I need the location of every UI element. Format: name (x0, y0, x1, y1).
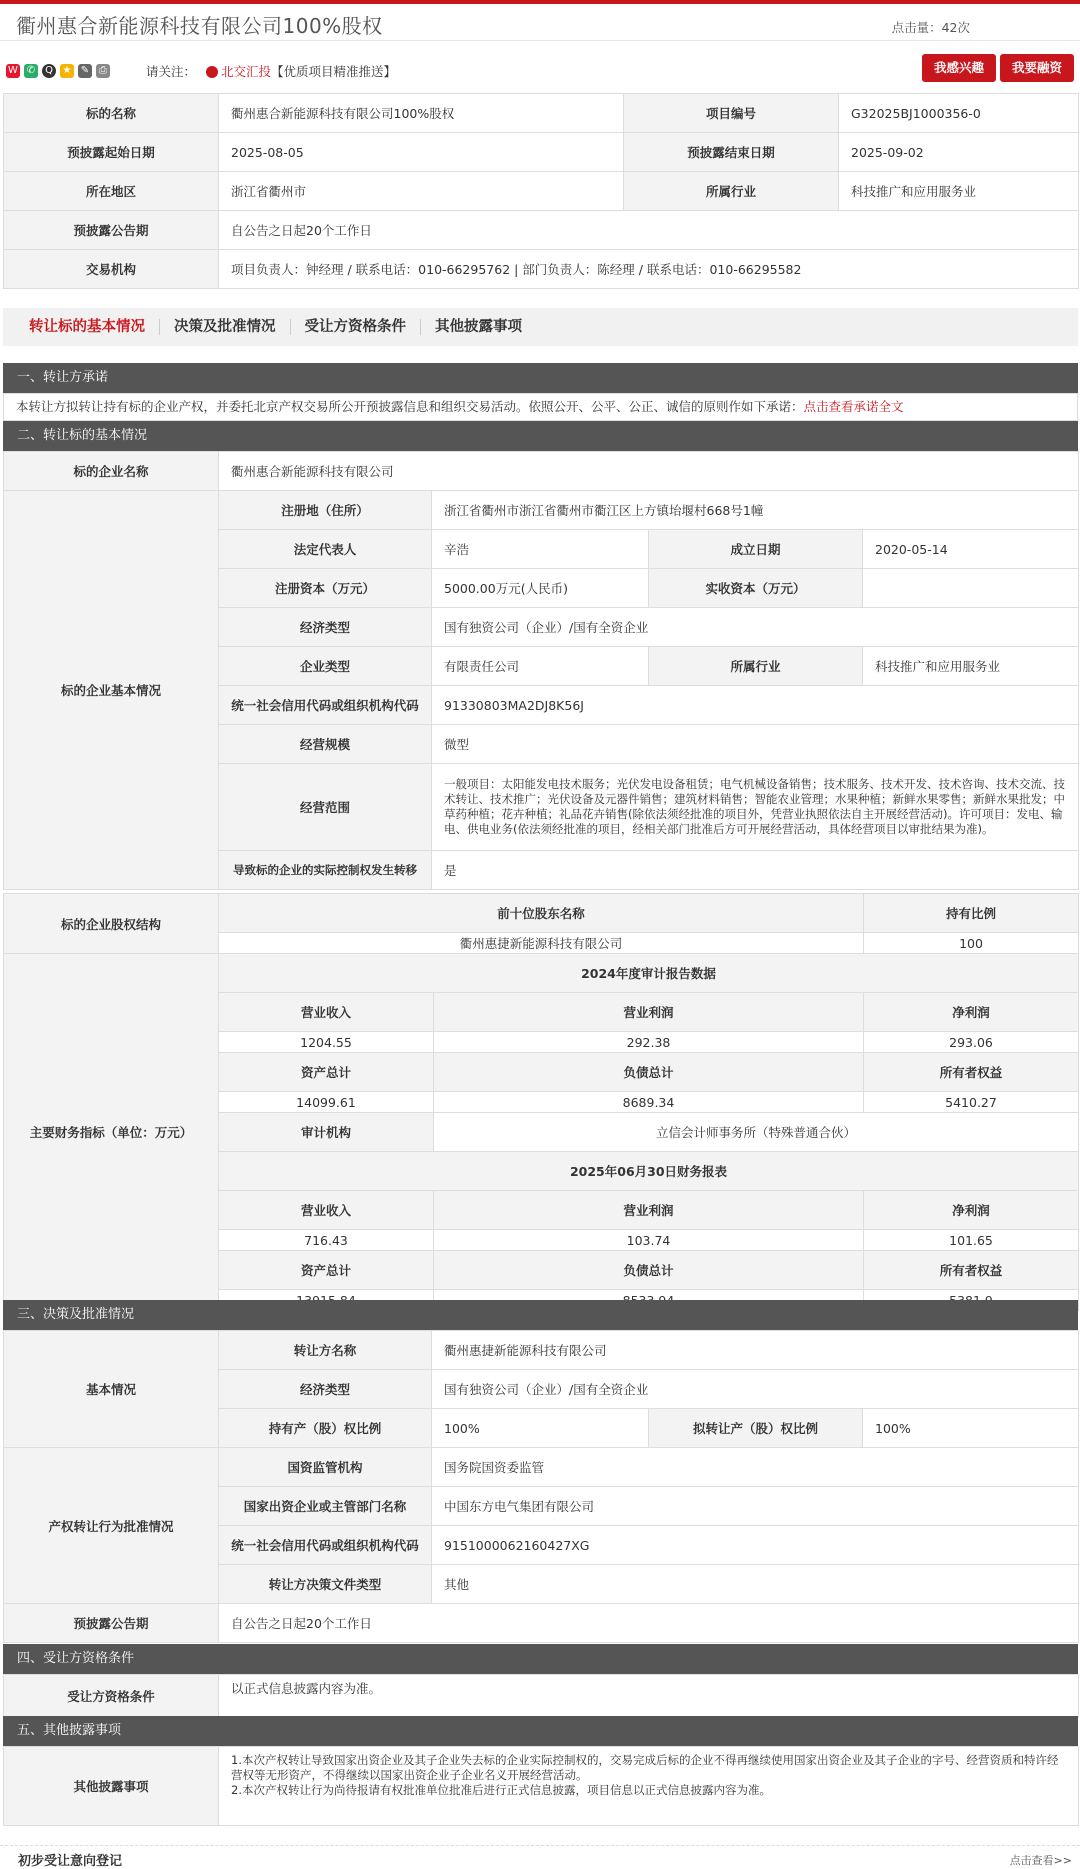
edit-icon[interactable]: ✎ (78, 64, 92, 78)
tab-basic-info[interactable]: 转让标的基本情况 (3, 319, 160, 335)
period-label: 预披露公告期 (4, 211, 219, 250)
decision-period-value: 自公告之日起20个工作日 (219, 1604, 1079, 1643)
audit-label: 审计机构 (219, 1113, 434, 1152)
section-tabs (3, 308, 1078, 346)
audit-value: 立信会计师事务所（特殊普通合伙） (434, 1113, 1079, 1152)
commitment-text: 本转让方拟转让持有标的企业产权，并委托北京产权交易所公开预披露信息和组织交易活动。依照公开、公平、公正、诚信的原则作如下承诺： (16, 399, 804, 414)
est-label: 成立日期 (649, 530, 863, 569)
scope-label: 经营范围 (219, 764, 432, 851)
credit-label: 统一社会信用代码或组织机构代码 (219, 686, 432, 725)
company-name-label: 标的企业名称 (4, 452, 219, 491)
seller-econ-label: 经济类型 (219, 1370, 432, 1409)
est-value: 2020-05-14 (863, 530, 1079, 569)
approval-label: 产权转让行为批准情况 (4, 1448, 219, 1604)
view-more-link[interactable]: 点击查看>> (1009, 1854, 1072, 1867)
tab-decision[interactable]: 决策及批准情况 (160, 319, 291, 335)
qualification-label: 受让方资格条件 (4, 1675, 219, 1718)
decision-table (3, 1330, 1079, 1643)
intent-registration-bar (0, 1845, 1080, 1869)
other-text-2: 2.本次产权转让行为尚待报请有权批准单位批准后进行正式信息披露，项目信息以正式信息披露内容为准。 (231, 1783, 771, 1797)
equity-col-ratio: 持有比例 (864, 894, 1079, 933)
op-2025-value: 103.74 (434, 1230, 864, 1251)
share-bar (0, 50, 1080, 90)
region-value: 浙江省衢州市 (219, 172, 624, 211)
code-label: 项目编号 (624, 94, 839, 133)
finance-button[interactable]: 我要融资 (1000, 54, 1074, 82)
industry-label: 所属行业 (624, 172, 839, 211)
period-value: 自公告之日起20个工作日 (219, 211, 1079, 250)
paid-label: 实收资本（万元） (649, 569, 863, 608)
eq-2024-value: 5410.27 (864, 1092, 1079, 1113)
brand-logo-icon (206, 66, 218, 78)
decision-period-label: 预披露公告期 (4, 1604, 219, 1643)
reg-label: 国资监管机构 (219, 1448, 432, 1487)
liab-2024-value: 8689.34 (434, 1092, 864, 1113)
rev-2024-value: 1204.55 (219, 1032, 434, 1053)
scale-value: 微型 (432, 725, 1079, 764)
industry-value: 科技推广和应用服务业 (839, 172, 1079, 211)
company-table (3, 451, 1079, 890)
eq-2024-label: 所有者权益 (864, 1053, 1079, 1092)
seller-label: 转让方名称 (219, 1331, 432, 1370)
doc-label: 转让方决策文件类型 (219, 1565, 432, 1604)
start-value: 2025-08-05 (219, 133, 624, 172)
doc-value: 其他 (432, 1565, 1079, 1604)
ind-label: 所属行业 (649, 647, 863, 686)
weibo-icon[interactable]: W (6, 64, 20, 78)
section-header-basic: 二、转让标的基本情况 (3, 421, 1078, 451)
type-label: 企业类型 (219, 647, 432, 686)
section-header-other: 五、其他披露事项 (3, 1716, 1078, 1746)
section-header-qualification: 四、受让方资格条件 (3, 1644, 1078, 1674)
type-value: 有限责任公司 (432, 647, 649, 686)
rev-2025-value: 716.43 (219, 1230, 434, 1251)
net-2024-label: 净利润 (864, 993, 1079, 1032)
equity-holder-name: 衢州惠捷新能源科技有限公司 (219, 933, 864, 954)
sell-value: 100% (863, 1409, 1079, 1448)
equity-table (3, 893, 1079, 954)
region-label: 所在地区 (4, 172, 219, 211)
code-value: G32025BJ1000356-0 (839, 94, 1079, 133)
finance-label: 主要财务指标（单位：万元） (4, 954, 219, 1311)
follow-text (146, 62, 396, 80)
op-2024-value: 292.38 (434, 1032, 864, 1053)
rev-2025-label: 营业收入 (219, 1191, 434, 1230)
net-2024-value: 293.06 (864, 1032, 1079, 1053)
brand-link[interactable]: 北交汇投 (221, 64, 272, 79)
parent-label: 国家出资企业或主管部门名称 (219, 1487, 432, 1526)
control-label: 导致标的企业的实际控制权发生转移 (219, 851, 432, 890)
scope-value: 一般项目：太阳能发电技术服务；光伏发电设备租赁；电气机械设备销售；技术服务、技术开发、技术咨询、技术交流、技术转让、技术推广；光伏设备及元器件销售；建筑材料销售；智能农业管理；水果种植；新鲜水果零售；新鲜水果批发；中草药种植；花卉种植；礼品花卉销售(除依法须经批准的项目外，凭营业执照依法自主开展经营活动)。许可项目：发电、输电、供电业务(依法须经批准的项目，经相关部门批准后方可开展经营活动，具体经营项目以审批结果为准)。 (432, 764, 1079, 851)
tab-qualification[interactable]: 受让方资格条件 (291, 319, 422, 335)
end-value: 2025-09-02 (839, 133, 1079, 172)
hold-label: 持有产（股）权比例 (219, 1409, 432, 1448)
op-2024-label: 营业利润 (434, 993, 864, 1032)
other-table (3, 1746, 1079, 1826)
name-label: 标的名称 (4, 94, 219, 133)
company-name-value: 衢州惠合新能源科技有限公司 (219, 452, 1079, 491)
company-basic-label: 标的企业基本情况 (4, 491, 219, 890)
rev-2024-label: 营业收入 (219, 993, 434, 1032)
decision-basic-label: 基本情况 (4, 1331, 219, 1448)
econ-label: 经济类型 (219, 608, 432, 647)
brand-tagline: 【优质项目精准推送】 (271, 64, 397, 79)
seller-econ-value: 国有独资公司（企业）/国有全资企业 (432, 1370, 1079, 1409)
asset-2024-label: 资产总计 (219, 1053, 434, 1092)
intent-registration-title: 初步受让意向登记 (18, 1854, 123, 1869)
net-2025-value: 101.65 (864, 1230, 1079, 1251)
section-header-decision: 三、决策及批准情况 (3, 1300, 1078, 1330)
seller-value: 衢州惠捷新能源科技有限公司 (432, 1331, 1079, 1370)
qualification-table (3, 1674, 1079, 1718)
asset-2025-label: 资产总计 (219, 1251, 434, 1290)
reg-value: 国务院国资委监管 (432, 1448, 1079, 1487)
wechat-icon[interactable]: ✆ (24, 64, 38, 78)
tab-other[interactable]: 其他披露事项 (435, 319, 522, 335)
finance-table (3, 953, 1079, 1311)
print-icon[interactable]: ⎙ (96, 64, 110, 78)
equity-holder-ratio: 100 (864, 933, 1079, 954)
liab-2025-label: 负债总计 (434, 1251, 864, 1290)
econ-value: 国有独资公司（企业）/国有全资企业 (432, 608, 1079, 647)
other-label: 其他披露事项 (4, 1747, 219, 1826)
page-title: 衢州惠合新能源科技有限公司100%股权 (16, 14, 383, 38)
parent-value: 中国东方电气集团有限公司 (432, 1487, 1079, 1526)
capital-value: 5000.00万元(人民币) (432, 569, 649, 608)
hold-value: 100% (432, 1409, 649, 1448)
equity-label: 标的企业股权结构 (4, 894, 219, 954)
other-value (219, 1747, 1079, 1826)
finance-2024-title: 2024年度审计报告数据 (219, 954, 1079, 993)
sell-label: 拟转让产（股）权比例 (649, 1409, 863, 1448)
agency-label: 交易机构 (4, 250, 219, 289)
commitment-note (3, 393, 1078, 421)
addr-value: 浙江省衢州市浙江省衢州市衢江区上方镇坮堰村668号1幢 (432, 491, 1079, 530)
addr-label: 注册地（住所） (219, 491, 432, 530)
follow-label: 请关注： (146, 64, 197, 79)
interest-button[interactable]: 我感兴趣 (922, 54, 996, 82)
net-2025-label: 净利润 (864, 1191, 1079, 1230)
share-icons (6, 64, 110, 78)
asset-2024-value: 14099.61 (219, 1092, 434, 1113)
section-header-commitment: 一、转让方承诺 (3, 363, 1078, 393)
credit-value: 91330803MA2DJ8K56J (432, 686, 1079, 725)
liab-2024-label: 负债总计 (434, 1053, 864, 1092)
op-2025-label: 营业利润 (434, 1191, 864, 1230)
other-text-1: 1.本次产权转让导致国家出资企业及其子企业失去标的企业实际控制权的，交易完成后标的企业不得再继续使用国家出资企业及其子企业的字号、经营资质和特许经营权等无形资产，不得继续以国家出资企业子企业名义开展经营活动。 (231, 1753, 1059, 1782)
commitment-link[interactable]: 点击查看承诺全文 (803, 399, 904, 414)
agency-value: 项目负责人：钟经理 / 联系电话：010-66295762 | 部门负责人：陈经理 / 联系电话：010-66295582 (219, 250, 1079, 289)
parent-credit-label: 统一社会信用代码或组织机构代码 (219, 1526, 432, 1565)
control-value: 是 (432, 851, 1079, 890)
click-count: 点击量：42次 (891, 20, 970, 35)
ind-value: 科技推广和应用服务业 (863, 647, 1079, 686)
name-value: 衢州惠合新能源科技有限公司100%股权 (219, 94, 624, 133)
rep-label: 法定代表人 (219, 530, 432, 569)
qq-icon[interactable]: Q (42, 64, 56, 78)
summary-table (3, 93, 1079, 289)
eq-2025-label: 所有者权益 (864, 1251, 1079, 1290)
star-icon[interactable]: ★ (60, 64, 74, 78)
finance-2025-title: 2025年06月30日财务报表 (219, 1152, 1079, 1191)
equity-col-holder: 前十位股东名称 (219, 894, 864, 933)
capital-label: 注册资本（万元） (219, 569, 432, 608)
parent-credit-value: 9151000062160427XG (432, 1526, 1079, 1565)
qualification-value: 以正式信息披露内容为准。 (219, 1675, 1079, 1718)
start-label: 预披露起始日期 (4, 133, 219, 172)
title-bar (0, 4, 1080, 41)
scale-label: 经营规模 (219, 725, 432, 764)
end-label: 预披露结束日期 (624, 133, 839, 172)
rep-value: 辛浩 (432, 530, 649, 569)
paid-value (863, 569, 1079, 608)
